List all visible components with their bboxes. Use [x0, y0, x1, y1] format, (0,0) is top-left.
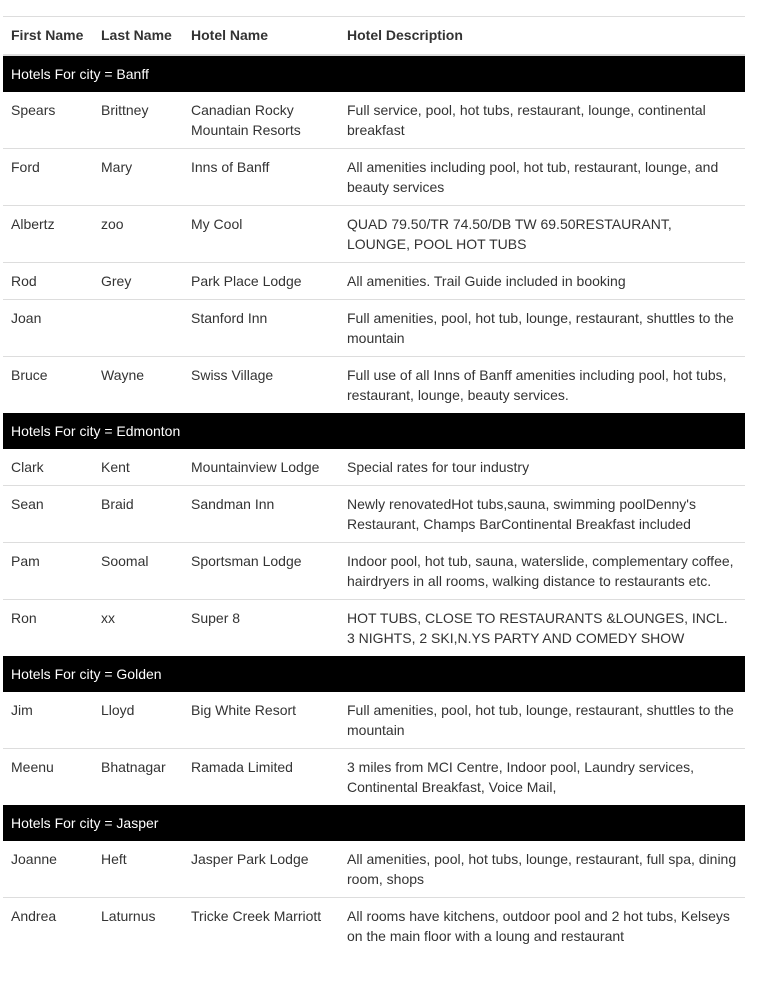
hotel-name-cell: Jasper Park Lodge	[191, 850, 309, 867]
hotel-description-cell: Indoor pool, hot tub, sauna, waterslide, complementary coffee, hairdryers in all rooms, walking distance to restaurants etc.	[339, 542, 745, 599]
last-name-cell: Grey	[93, 262, 183, 299]
hotel-description-cell: QUAD 79.50/TR 74.50/DB TW 69.50RESTAURANT, LOUNGE, POOL HOT TUBS	[339, 205, 745, 262]
first-name-cell: Joan	[3, 299, 93, 356]
hotel-description-cell: All rooms have kitchens, outdoor pool and 2 hot tubs, Kelseys on the main floor with a loung and restaurant	[339, 897, 745, 954]
table-row[interactable]	[3, 599, 745, 656]
hotel-name-cell: Super 8	[183, 599, 339, 656]
first-name-cell: Jim	[11, 701, 33, 718]
hotel-name-cell: Swiss Village	[183, 356, 339, 413]
last-name-cell: zoo	[93, 205, 183, 262]
group-header-jasper	[3, 805, 745, 841]
table-row[interactable]	[3, 449, 745, 486]
table-row[interactable]	[3, 148, 745, 205]
hotel-name-cell: Big White Resort	[191, 701, 297, 718]
first-name-cell: Pam	[3, 542, 93, 599]
table-body	[3, 55, 745, 954]
column-header-first-name[interactable]: First Name	[3, 17, 93, 55]
hotel-description-cell: HOT TUBS, CLOSE TO RESTAURANTS &LOUNGES, INCL. 3 NIGHTS, 2 SKI,N.YS PARTY AND COMEDY SHOW	[339, 599, 745, 656]
hotel-name-cell: My Cool	[183, 205, 339, 262]
last-name-cell: Bhatnagar	[93, 748, 183, 805]
hotel-description-cell: Full amenities, pool, hot tub, lounge, restaurant, shuttles to the mountain	[339, 299, 745, 356]
hotel-name-cell: Mountainview Lodge	[191, 458, 320, 475]
hotels-table-container	[3, 16, 745, 954]
group-title: Hotels For city = Edmonton	[3, 413, 745, 449]
first-name-cell: Meenu	[3, 748, 93, 805]
hotel-description-cell: Full service, pool, hot tubs, restaurant, lounge, continental breakfast	[347, 101, 706, 138]
last-name-cell: Wayne	[93, 356, 183, 413]
hotels-table	[3, 16, 745, 954]
table-row[interactable]	[3, 692, 745, 749]
hotel-name-cell: Sandman Inn	[183, 485, 339, 542]
hotel-description-cell: Full use of all Inns of Banff amenities including pool, hot tubs, restaurant, lounge, beauty services.	[339, 356, 745, 413]
hotel-description-cell: All amenities, pool, hot tubs, lounge, restaurant, full spa, dining room, shops	[347, 850, 737, 887]
first-name-cell: Joanne	[11, 850, 57, 867]
hotel-name-cell: Sportsman Lodge	[183, 542, 339, 599]
group-header-golden	[3, 656, 745, 692]
first-name-cell: Albertz	[3, 205, 93, 262]
first-name-cell: Rod	[3, 262, 93, 299]
table-row[interactable]	[3, 542, 745, 599]
first-name-cell: Sean	[3, 485, 93, 542]
column-header-hotel-description[interactable]: Hotel Description	[339, 17, 745, 55]
first-name-cell: Bruce	[3, 356, 93, 413]
table-row[interactable]	[3, 205, 745, 262]
hotel-name-cell: Canadian Rocky Mountain Resorts	[191, 101, 301, 138]
first-name-cell: Ford	[3, 148, 93, 205]
table-row[interactable]	[3, 897, 745, 954]
hotel-name-cell: Tricke Creek Marriott	[183, 897, 339, 954]
table-row[interactable]	[3, 841, 745, 898]
group-title: Hotels For city = Golden	[3, 656, 745, 692]
hotel-description-cell: 3 miles from MCI Centre, Indoor pool, Laundry services, Continental Breakfast, Voice Mail,	[339, 748, 745, 805]
last-name-cell: Heft	[101, 850, 127, 867]
table-row[interactable]	[3, 356, 745, 413]
table-row[interactable]	[3, 262, 745, 299]
first-name-cell: Clark	[11, 458, 44, 475]
table-row[interactable]	[3, 748, 745, 805]
table-header	[3, 17, 745, 55]
hotel-description-cell: All amenities. Trail Guide included in booking	[339, 262, 745, 299]
hotel-description-cell: All amenities including pool, hot tub, restaurant, lounge, and beauty services	[339, 148, 745, 205]
last-name-cell	[93, 299, 183, 356]
first-name-cell: Spears	[11, 101, 56, 118]
last-name-cell: Soomal	[93, 542, 183, 599]
last-name-cell: Laturnus	[93, 897, 183, 954]
last-name-cell: Braid	[93, 485, 183, 542]
header-row	[3, 17, 745, 55]
last-name-cell: Kent	[101, 458, 130, 475]
table-row[interactable]	[3, 485, 745, 542]
last-name-cell: Brittney	[101, 101, 149, 118]
hotel-description-cell: Newly renovatedHot tubs,sauna, swimming poolDenny's Restaurant, Champs BarContinental Breakfast included	[339, 485, 745, 542]
last-name-cell: xx	[93, 599, 183, 656]
hotel-description-cell: Full amenities, pool, hot tub, lounge, restaurant, shuttles to the mountain	[347, 701, 734, 738]
table-row[interactable]	[3, 299, 745, 356]
hotel-name-cell: Park Place Lodge	[183, 262, 339, 299]
hotel-name-cell: Inns of Banff	[183, 148, 339, 205]
hotel-name-cell: Stanford Inn	[183, 299, 339, 356]
column-header-last-name[interactable]: Last Name	[93, 17, 183, 55]
group-header-edmonton	[3, 413, 745, 449]
group-title: Hotels For city = Jasper	[3, 805, 745, 841]
hotel-name-cell: Ramada Limited	[183, 748, 339, 805]
group-title: Hotels For city = Banff	[3, 55, 745, 92]
last-name-cell: Lloyd	[101, 701, 135, 718]
first-name-cell: Andrea	[3, 897, 93, 954]
hotel-description-cell: Special rates for tour industry	[347, 458, 530, 475]
group-header-banff	[3, 55, 745, 92]
table-row[interactable]	[3, 92, 745, 149]
last-name-cell: Mary	[93, 148, 183, 205]
first-name-cell: Ron	[3, 599, 93, 656]
column-header-hotel-name[interactable]: Hotel Name	[183, 17, 339, 55]
